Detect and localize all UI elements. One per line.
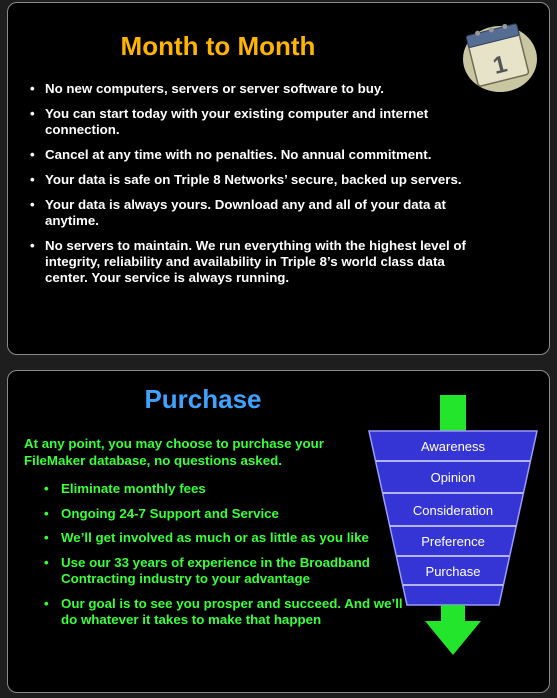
list-item: • Your data is safe on Triple 8 Networks’ secure, backed up servers.: [30, 172, 470, 188]
list-item: • Ongoing 24-7 Support and Service: [44, 506, 404, 523]
funnel-stage-opinion: Opinion: [430, 470, 476, 485]
benefits-list: [30, 81, 470, 295]
list-item: • Cancel at any time with no penalties. No annual commitment.: [30, 147, 470, 163]
funnel-stage-awareness: Awareness: [420, 439, 486, 454]
month-to-month-panel: [7, 2, 550, 355]
list-item: • We’ll get involved as much or as little as you like: [44, 530, 404, 547]
list-item: • Eliminate monthly fees: [44, 481, 404, 498]
purchase-title: Purchase: [144, 384, 262, 414]
sales-funnel: [363, 395, 543, 657]
list-item: • Our goal is to see you prosper and succeed. And we’ll do whatever it takes to make that happen: [44, 596, 404, 629]
funnel-stage-consideration: Consideration: [412, 503, 494, 518]
list-item: • Use our 33 years of experience in the Broadband Contracting industry to your advantage: [44, 555, 404, 588]
month-to-month-title: Month to Month: [120, 31, 316, 61]
calendar-day-number: 1: [490, 50, 510, 80]
funnel-stage-purchase: Purchase: [425, 564, 481, 579]
purchase-benefits-list: [44, 481, 404, 637]
list-item: • No new computers, servers or server software to buy.: [30, 81, 470, 97]
green-down-arrow-icon: [425, 605, 481, 655]
list-item: • Your data is always yours. Download any and all of your data at anytime.: [30, 197, 470, 229]
purchase-intro: At any point, you may choose to purchase your FileMaker database, no questions asked.: [24, 436, 324, 468]
funnel-stage-preference: Preference: [421, 534, 485, 549]
list-item: • No servers to maintain. We run everything with the highest level of integrity, reliability and availability in Triple 8’s world class data center. Your service is always running.: [30, 238, 470, 286]
purchase-panel: [7, 370, 550, 693]
funnel-top-arrow: [440, 395, 466, 431]
list-item: • You can start today with your existing computer and internet connection.: [30, 106, 470, 138]
